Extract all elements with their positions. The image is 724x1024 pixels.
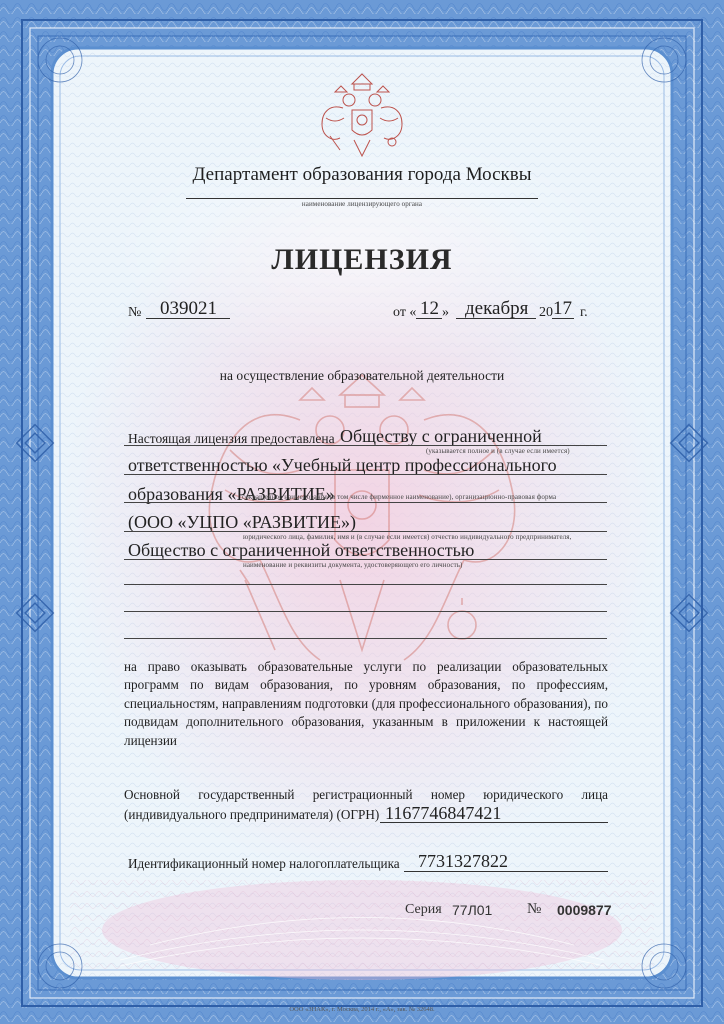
license-number: 039021 bbox=[160, 298, 217, 319]
ogrn-block bbox=[124, 784, 608, 806]
ogrn-underline bbox=[380, 822, 608, 823]
inn-value: 7731327822 bbox=[418, 851, 508, 871]
series-label: Серия bbox=[405, 902, 442, 917]
rights-text: на право оказывать образовательные услуги по реализации образовательных программ по видам образования, по уровням образования, по профессиям, специальностям, направлениям подготовки (для профессионального образования), по подвидам дополнительного образования, указанным в приложении к настоящей лицензии bbox=[124, 659, 608, 748]
date-prefix: от « bbox=[393, 305, 417, 320]
grantee-line-3: образования «РАЗВИТИЕ» bbox=[128, 484, 335, 504]
grantee-line-2-rule bbox=[124, 474, 607, 475]
date-day-underline bbox=[416, 318, 442, 319]
grantee-caption-5: наименование и реквизиты документа, удостоверяющего его личность) bbox=[243, 561, 463, 569]
blank-line-2 bbox=[124, 611, 607, 612]
grantee-line-4: (ООО «УЦПО «РАЗВИТИЕ») bbox=[128, 512, 356, 532]
series-number-sign: № bbox=[527, 901, 542, 917]
grantee-line-2: ответственностью «Учебный центр профессионального bbox=[128, 455, 557, 475]
ogrn-label-line-1: Основной государственный регистрационный номер юридического лица bbox=[124, 787, 608, 802]
date-month: декабря bbox=[465, 298, 529, 319]
grantee-line-5-rule bbox=[124, 559, 607, 560]
series-number: 0009877 bbox=[557, 902, 612, 918]
inn-underline bbox=[404, 871, 608, 872]
date-year-suffix: 17 bbox=[553, 298, 572, 319]
purpose-text: на осуществление образовательной деятельности bbox=[219, 368, 505, 383]
grantee-caption-1: (указывается полное и (в случае если имеется) bbox=[426, 447, 570, 455]
grantee-line-4-rule bbox=[124, 531, 607, 532]
issuer-name: Департамент образования города Москвы bbox=[192, 164, 532, 185]
grantee-caption-3: сокращенное наименование (в том числе фирменное наименование), организационно-правовая форма bbox=[242, 493, 557, 501]
series-value: 77Л01 bbox=[452, 902, 493, 918]
blank-line-1 bbox=[124, 584, 607, 585]
issuer-caption: наименование лицензирующего органа bbox=[301, 200, 423, 208]
grantee-line-1-rule bbox=[124, 445, 607, 446]
grantee-intro: Настоящая лицензия предоставлена bbox=[128, 431, 335, 446]
ogrn-label-line-2: (индивидуального предпринимателя) (ОГРН) bbox=[124, 807, 380, 822]
grantee-caption-4: юридического лица, фамилия, имя и (в случае если имеется) отчество индивидуального предпринимателя, bbox=[243, 533, 572, 541]
printer-note: ООО «ЗНАК», г. Москва, 2014 г., «А», зак. № 32648. bbox=[289, 1006, 435, 1013]
date-year-unit: г. bbox=[580, 305, 588, 320]
grantee-line-3-rule bbox=[124, 502, 607, 503]
number-sign: № bbox=[128, 305, 142, 320]
issuer-underline bbox=[186, 198, 538, 199]
grantee-line-5: Общество с ограниченной ответственностью bbox=[128, 540, 475, 560]
document-title: ЛИЦЕНЗИЯ bbox=[271, 243, 453, 276]
date-year-underline bbox=[552, 318, 574, 319]
date-day: 12 bbox=[420, 298, 439, 319]
inn-label: Идентификационный номер налогоплательщика bbox=[128, 856, 400, 871]
date-year-prefix: 20 bbox=[539, 305, 553, 320]
ogrn-value: 1167746847421 bbox=[385, 803, 502, 823]
blank-line-3 bbox=[124, 638, 607, 639]
date-day-close: » bbox=[442, 305, 449, 320]
date-month-underline bbox=[456, 318, 536, 319]
license-number-underline bbox=[146, 318, 230, 319]
grantee-line-1: Обществу с ограниченной bbox=[340, 426, 542, 446]
